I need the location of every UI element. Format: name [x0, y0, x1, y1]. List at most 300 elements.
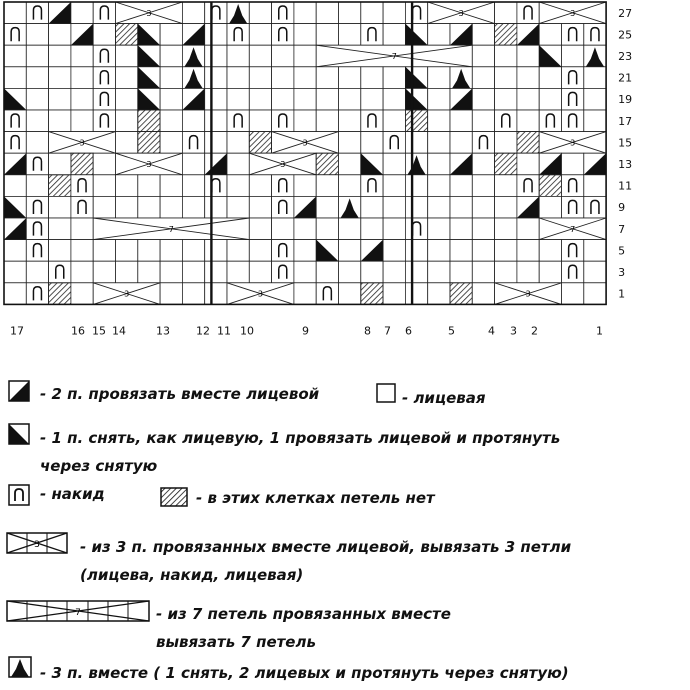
- chart-cell-empty: [249, 110, 271, 132]
- chart-cell-nostitch: [138, 110, 160, 132]
- chart-cell-empty: [227, 88, 249, 110]
- chart-cell-empty: [205, 283, 227, 305]
- chart-cell-empty: [450, 132, 472, 154]
- chart-cell-empty: [450, 175, 472, 197]
- chart-cell-empty: [205, 110, 227, 132]
- chart-cell-empty: [4, 2, 26, 24]
- chart-cell-yo: [26, 2, 48, 24]
- chart-cell-yo: [405, 218, 427, 240]
- chart-cell-empty: [450, 261, 472, 283]
- chart-cell-ssk: [405, 67, 427, 89]
- chart-cell-empty: [4, 240, 26, 262]
- chart-cell-nostitch: [450, 283, 472, 305]
- chart-cell-empty: [361, 88, 383, 110]
- chart-cell-ssk: [138, 88, 160, 110]
- chart-cell-ssk: [361, 153, 383, 175]
- chart-cell-empty: [49, 240, 71, 262]
- stitch-number: 3: [510, 324, 517, 338]
- chart-cell-empty: [205, 240, 227, 262]
- row-number: 21: [618, 71, 633, 85]
- row-number: 11: [618, 179, 633, 193]
- chart-cell-empty: [294, 261, 316, 283]
- chart-cell-empty: [405, 196, 427, 218]
- cross-mark: 7: [570, 224, 576, 234]
- chart-cell-empty: [294, 110, 316, 132]
- chart-cell-empty: [339, 110, 361, 132]
- chart-cell-nostitch: [49, 175, 71, 197]
- chart-cell-k2tog: [294, 196, 316, 218]
- chart-cell-empty: [517, 88, 539, 110]
- chart-cell-empty: [339, 67, 361, 89]
- chart-cell-yo: [272, 240, 294, 262]
- chart-cell-empty: [4, 283, 26, 305]
- chart-cell-empty: [227, 175, 249, 197]
- chart-cell-empty: [116, 67, 138, 89]
- chart-cell-empty: [160, 283, 182, 305]
- chart-cell-empty: [316, 110, 338, 132]
- chart-cell-empty: [227, 153, 249, 175]
- chart-cell-yo: [562, 110, 584, 132]
- chart-cell-empty: [316, 218, 338, 240]
- chart-cell-empty: [495, 88, 517, 110]
- chart-cell-yo: [227, 110, 249, 132]
- chart-cell-yo: [584, 24, 606, 46]
- chart-cell-yo: [562, 24, 584, 46]
- chart-cell-yo: [562, 196, 584, 218]
- cross7-symbol: [6, 600, 150, 622]
- chart-cell-empty: [339, 261, 361, 283]
- chart-cell-empty: [294, 175, 316, 197]
- chart-cell-empty: [428, 67, 450, 89]
- chart-cell-empty: [339, 240, 361, 262]
- chart-cell-empty: [405, 175, 427, 197]
- chart-cell-empty: [227, 196, 249, 218]
- chart-cell-k2tog: [4, 153, 26, 175]
- chart-cell-empty: [339, 132, 361, 154]
- chart-cell-yo: [495, 110, 517, 132]
- stitch-number: 10: [240, 324, 254, 338]
- chart-cell-empty: [182, 261, 204, 283]
- chart-cell-empty: [93, 240, 115, 262]
- chart-cell-nostitch: [517, 132, 539, 154]
- chart-cell-empty: [294, 67, 316, 89]
- chart-cell-empty: [495, 2, 517, 24]
- chart-cell-empty: [205, 45, 227, 67]
- chart-cell-yo: [26, 218, 48, 240]
- chart-cell-empty: [316, 196, 338, 218]
- chart-cell-empty: [4, 67, 26, 89]
- chart-cell-k2tog: [517, 24, 539, 46]
- chart-cell-nostitch: [249, 132, 271, 154]
- cross7-mark: 7: [75, 608, 81, 618]
- chart-cell-nostitch: [138, 132, 160, 154]
- chart-cell-yo: [26, 240, 48, 262]
- chart-cell-cross3: [539, 132, 606, 154]
- chart-cell-empty: [26, 132, 48, 154]
- chart-cell-k2tog: [49, 2, 71, 24]
- chart-cell-empty: [562, 45, 584, 67]
- chart-cell-empty: [138, 175, 160, 197]
- chart-cell-empty: [227, 67, 249, 89]
- chart-cell-empty: [49, 24, 71, 46]
- chart-cell-cross3: [495, 283, 562, 305]
- chart-cell-empty: [26, 110, 48, 132]
- chart-cell-empty: [205, 24, 227, 46]
- chart-cell-empty: [182, 196, 204, 218]
- chart-cell-empty: [584, 283, 606, 305]
- chart-cell-cross3: [116, 2, 183, 24]
- cross-mark: 3: [257, 289, 263, 299]
- chart-cell-k3tog: [450, 67, 472, 89]
- cross3-symbol: [6, 532, 68, 554]
- chart-cell-empty: [205, 196, 227, 218]
- chart-cell-empty: [160, 88, 182, 110]
- chart-cell-empty: [227, 45, 249, 67]
- chart-cell-empty: [584, 240, 606, 262]
- chart-cell-empty: [316, 2, 338, 24]
- chart-cell-empty: [383, 67, 405, 89]
- chart-cell-k2tog: [539, 153, 561, 175]
- chart-cell-yo: [182, 132, 204, 154]
- row-number: 5: [618, 244, 626, 258]
- chart-cell-yo: [361, 110, 383, 132]
- chart-cell-empty: [316, 24, 338, 46]
- chart-cell-ssk: [4, 88, 26, 110]
- chart-cell-k3tog: [182, 45, 204, 67]
- chart-cell-empty: [339, 2, 361, 24]
- chart-cell-empty: [182, 175, 204, 197]
- chart-cell-empty: [495, 45, 517, 67]
- chart-cell-empty: [361, 2, 383, 24]
- chart-cell-empty: [160, 132, 182, 154]
- chart-cell-empty: [272, 67, 294, 89]
- chart-cell-empty: [138, 261, 160, 283]
- chart-cell-empty: [428, 175, 450, 197]
- stitch-number: 8: [364, 324, 371, 338]
- chart-cell-empty: [116, 175, 138, 197]
- chart-cell-empty: [294, 45, 316, 67]
- chart-cell-empty: [472, 283, 494, 305]
- chart-cell-empty: [383, 261, 405, 283]
- chart-cell-empty: [495, 261, 517, 283]
- chart-cell-yo: [562, 240, 584, 262]
- chart-cell-empty: [361, 196, 383, 218]
- chart-cell-empty: [361, 67, 383, 89]
- chart-cell-empty: [160, 24, 182, 46]
- chart-cell-ssk: [405, 88, 427, 110]
- chart-cell-yo: [93, 67, 115, 89]
- chart-cell-empty: [517, 240, 539, 262]
- chart-cell-empty: [472, 175, 494, 197]
- chart-cell-yo: [71, 196, 93, 218]
- chart-cell-empty: [294, 2, 316, 24]
- chart-cell-empty: [93, 261, 115, 283]
- chart-cell-empty: [562, 283, 584, 305]
- chart-cell-yo: [272, 196, 294, 218]
- cross-mark: 3: [525, 289, 531, 299]
- chart-cell-k2tog: [182, 24, 204, 46]
- legend-k3tog: - 3 п. вместе ( 1 снять, 2 лицевых и протянуть через снятую): [40, 664, 569, 682]
- chart-cell-empty: [182, 2, 204, 24]
- chart-cell-empty: [495, 218, 517, 240]
- chart-cell-yo: [272, 261, 294, 283]
- chart-cell-empty: [539, 88, 561, 110]
- chart-cell-yo: [227, 24, 249, 46]
- chart-cells: [4, 2, 606, 304]
- chart-cell-k2tog: [584, 153, 606, 175]
- chart-cell-ssk: [138, 67, 160, 89]
- chart-cell-empty: [428, 153, 450, 175]
- chart-cell-empty: [361, 261, 383, 283]
- chart-cell-empty: [316, 88, 338, 110]
- chart-cell-empty: [383, 2, 405, 24]
- stitch-number: 6: [405, 324, 412, 338]
- chart-cell-empty: [472, 45, 494, 67]
- cross-mark: 3: [570, 8, 576, 18]
- chart-cell-empty: [71, 240, 93, 262]
- chart-cell-empty: [405, 240, 427, 262]
- chart-cell-empty: [160, 45, 182, 67]
- knit-symbol: [376, 383, 396, 403]
- chart-cell-empty: [205, 261, 227, 283]
- legend-ssk-line2: через снятую: [40, 457, 158, 475]
- chart-cell-empty: [495, 132, 517, 154]
- chart-cell-yo: [562, 67, 584, 89]
- chart-cell-empty: [383, 283, 405, 305]
- chart-cell-empty: [116, 88, 138, 110]
- chart-cell-k2tog: [4, 218, 26, 240]
- chart-cell-empty: [361, 132, 383, 154]
- chart-cell-empty: [160, 261, 182, 283]
- chart-cell-empty: [517, 67, 539, 89]
- chart-cell-empty: [450, 196, 472, 218]
- chart-cell-nostitch: [71, 153, 93, 175]
- chart-cell-ssk: [405, 24, 427, 46]
- nostitch-symbol: [160, 487, 188, 507]
- chart-cell-empty: [361, 218, 383, 240]
- chart-cell-cross3: [227, 283, 294, 305]
- chart-cell-k2tog: [71, 24, 93, 46]
- row-number: 25: [618, 28, 633, 42]
- cross-mark: 3: [146, 160, 152, 169]
- chart-cell-empty: [71, 261, 93, 283]
- chart-cell-yo: [4, 110, 26, 132]
- k2tog-symbol: [8, 380, 30, 402]
- chart-cell-empty: [450, 110, 472, 132]
- chart-cell-empty: [495, 67, 517, 89]
- chart-cell-k2tog: [517, 196, 539, 218]
- chart-cell-empty: [249, 24, 271, 46]
- row-number: 7: [618, 222, 626, 236]
- stitch-number: 17: [10, 324, 24, 338]
- chart-cell-empty: [116, 196, 138, 218]
- chart-cell-k3tog: [182, 67, 204, 89]
- cross-mark: 3: [458, 8, 464, 18]
- cross-mark: 3: [302, 138, 308, 148]
- row-number: 3: [618, 266, 626, 279]
- stitch-number: 11: [217, 324, 231, 338]
- chart-cell-yo: [562, 261, 584, 283]
- chart-cell-empty: [138, 196, 160, 218]
- chart-cell-empty: [138, 240, 160, 262]
- chart-cell-empty: [227, 261, 249, 283]
- chart-cell-empty: [160, 240, 182, 262]
- chart-cell-empty: [116, 261, 138, 283]
- chart-cell-empty: [182, 110, 204, 132]
- chart-cell-yo: [26, 196, 48, 218]
- chart-cell-empty: [249, 196, 271, 218]
- cross-mark: 3: [124, 289, 130, 299]
- yo-symbol: [8, 484, 30, 506]
- chart-cell-yo: [361, 175, 383, 197]
- chart-cell-empty: [428, 240, 450, 262]
- chart-cell-empty: [472, 196, 494, 218]
- chart-cell-empty: [472, 218, 494, 240]
- chart-cell-empty: [160, 67, 182, 89]
- chart-cell-empty: [428, 196, 450, 218]
- chart-cell-empty: [71, 45, 93, 67]
- chart-cell-yo: [562, 175, 584, 197]
- chart-cell-cross3: [272, 132, 339, 154]
- chart-cell-k2tog: [450, 88, 472, 110]
- chart-cell-empty: [71, 2, 93, 24]
- chart-cell-empty: [339, 218, 361, 240]
- legend-ssk-line1: - 1 п. снять, как лицевую, 1 провязать лицевой и протянуть: [40, 429, 561, 447]
- chart-cell-cross3: [93, 283, 160, 305]
- chart-cell-empty: [71, 283, 93, 305]
- chart-cell-ssk: [539, 45, 561, 67]
- chart-cell-empty: [182, 240, 204, 262]
- chart-cell-empty: [71, 110, 93, 132]
- chart-cell-empty: [428, 261, 450, 283]
- chart-cell-empty: [339, 175, 361, 197]
- chart-cell-k3tog: [584, 45, 606, 67]
- row-number: 19: [618, 93, 633, 107]
- chart-cell-empty: [316, 67, 338, 89]
- chart-cell-empty: [383, 218, 405, 240]
- chart-cell-nostitch: [316, 153, 338, 175]
- chart-cell-empty: [160, 196, 182, 218]
- chart-cell-empty: [49, 67, 71, 89]
- row-number: 1: [618, 287, 626, 301]
- chart-cell-empty: [316, 175, 338, 197]
- chart-cell-empty: [495, 196, 517, 218]
- chart-cell-empty: [539, 24, 561, 46]
- chart-cell-yo: [26, 283, 48, 305]
- chart-cell-empty: [495, 240, 517, 262]
- chart-cell-empty: [71, 218, 93, 240]
- chart-cell-empty: [26, 261, 48, 283]
- chart-cell-empty: [450, 240, 472, 262]
- chart-cell-nostitch: [539, 175, 561, 197]
- chart-cell-nostitch: [116, 24, 138, 46]
- chart-cell-empty: [584, 175, 606, 197]
- chart-cell-cross7: [539, 218, 606, 240]
- chart-cell-empty: [405, 261, 427, 283]
- chart-cell-empty: [205, 67, 227, 89]
- chart-cell-k3tog: [405, 153, 427, 175]
- chart-cell-yo: [272, 175, 294, 197]
- chart-cell-empty: [294, 240, 316, 262]
- chart-cell-empty: [249, 2, 271, 24]
- row-number: 17: [618, 114, 633, 128]
- chart-cell-empty: [116, 132, 138, 154]
- stitch-number: 4: [488, 324, 495, 338]
- chart-cell-k3tog: [227, 2, 249, 24]
- row-number: 15: [618, 136, 633, 150]
- cross-mark: 3: [79, 138, 85, 148]
- chart-cell-empty: [383, 110, 405, 132]
- chart-cell-yo: [4, 24, 26, 46]
- chart-cell-empty: [4, 175, 26, 197]
- chart-cell-empty: [249, 88, 271, 110]
- chart-cell-empty: [339, 153, 361, 175]
- chart-cell-empty: [517, 110, 539, 132]
- chart-cell-empty: [495, 175, 517, 197]
- legend-cross7-line1: - из 7 петель провязанных вместе: [156, 605, 451, 623]
- chart-cell-empty: [227, 240, 249, 262]
- chart-cell-yo: [517, 2, 539, 24]
- chart-cell-empty: [249, 45, 271, 67]
- chart-cell-empty: [517, 218, 539, 240]
- legend-yo: - накид: [40, 485, 105, 503]
- chart-cell-nostitch: [495, 153, 517, 175]
- chart-cell-yo: [539, 110, 561, 132]
- chart-cell-empty: [517, 45, 539, 67]
- chart-cell-cross3: [249, 153, 316, 175]
- chart-cell-empty: [562, 153, 584, 175]
- chart-cell-empty: [93, 153, 115, 175]
- chart-cell-ssk: [316, 240, 338, 262]
- stitch-number: 9: [302, 324, 309, 338]
- chart-cell-ssk: [138, 24, 160, 46]
- chart-cell-empty: [26, 175, 48, 197]
- chart-cell-empty: [93, 175, 115, 197]
- chart-cell-empty: [428, 88, 450, 110]
- cross-mark: 3: [280, 160, 286, 169]
- chart-cell-empty: [339, 88, 361, 110]
- row-number: 9: [618, 201, 626, 215]
- stitch-number: 15: [92, 324, 106, 338]
- chart-cell-empty: [450, 218, 472, 240]
- chart-cell-yo: [205, 2, 227, 24]
- chart-cell-empty: [405, 132, 427, 154]
- chart-cell-yo: [93, 110, 115, 132]
- chart-cell-nostitch: [361, 283, 383, 305]
- stitch-number: 16: [71, 324, 85, 338]
- chart-cell-yo: [49, 261, 71, 283]
- chart-cell-empty: [472, 261, 494, 283]
- chart-cell-empty: [71, 88, 93, 110]
- cross-mark: 7: [391, 52, 397, 61]
- chart-cell-empty: [294, 283, 316, 305]
- chart-cell-empty: [383, 175, 405, 197]
- cross-mark: 3: [146, 8, 152, 18]
- cross3-mark: 3: [34, 540, 40, 550]
- chart-cell-k2tog: [205, 153, 227, 175]
- chart-cell-ssk: [138, 45, 160, 67]
- chart-cell-yo: [272, 110, 294, 132]
- chart-cell-empty: [49, 45, 71, 67]
- chart-cell-empty: [4, 261, 26, 283]
- chart-cell-empty: [49, 110, 71, 132]
- chart-cell-nostitch: [405, 110, 427, 132]
- chart-cell-k2tog: [450, 24, 472, 46]
- chart-cell-empty: [49, 196, 71, 218]
- chart-cell-yo: [205, 175, 227, 197]
- row-number: 27: [618, 6, 633, 20]
- chart-cell-empty: [4, 45, 26, 67]
